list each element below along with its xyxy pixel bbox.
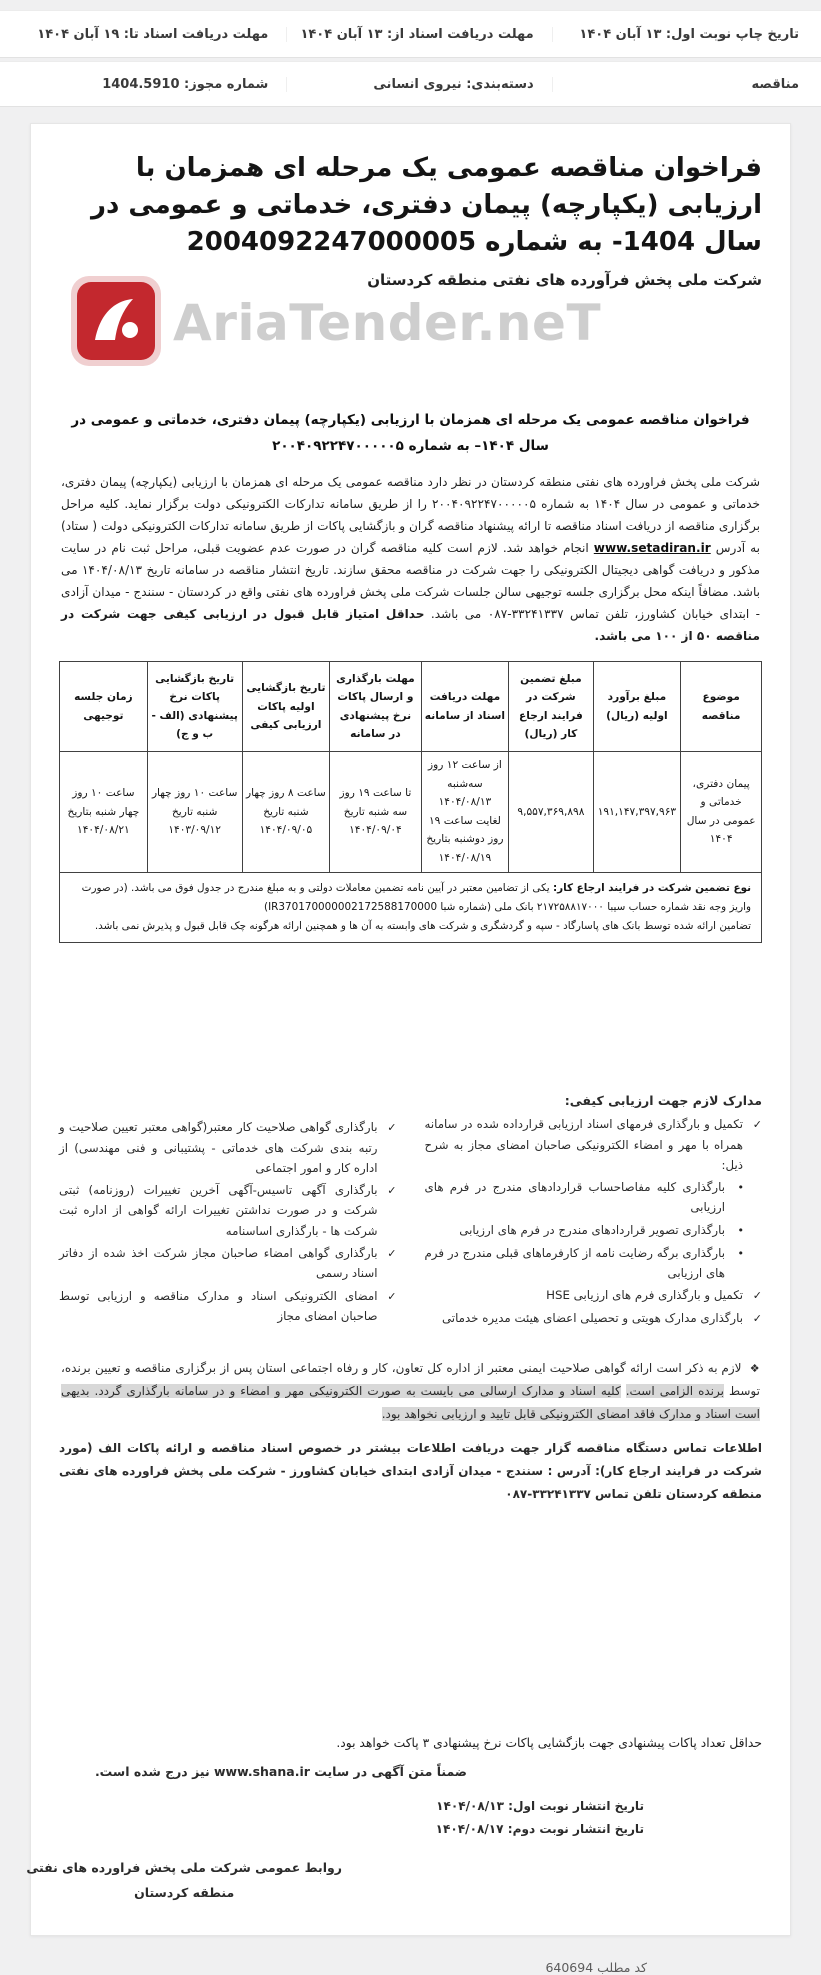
cell-doc-deadline: از ساعت ۱۲ روز سه‌شنبه ۱۴۰۴/۰۸/۱۳ لغایت ساعت ۱۹ روز دوشنبه بتاریخ ۱۴۰۴/۰۸/۱۹ xyxy=(421,752,509,872)
print-date-first: تاریخ چاپ نوبت اول: ۱۳ آبان ۱۴۰۴ xyxy=(579,26,799,42)
quality-docs-left-column xyxy=(59,1117,397,1328)
list-item xyxy=(59,1180,397,1241)
cell-upload-deadline: تا ساعت ۱۹ روز سه شنبه تاریخ ۱۴۰۴/۰۹/۰۴ xyxy=(330,752,421,872)
guarantee-note-lead: نوع تضمین شرکت در فرایند ارجاع کار: xyxy=(552,881,751,894)
cell-subject: پیمان دفتری، خدماتی و عمومی در سال ۱۴۰۴ xyxy=(681,752,762,872)
quality-docs-right-column xyxy=(425,1093,763,1331)
min-envelopes-note: حداقل تعداد پاکات پیشنهادی جهت بازگشایی پاکات نرخ پیشنهادی ۳ پاکت خواهد بود. xyxy=(336,1735,762,1750)
guarantee-note-cell xyxy=(60,872,762,943)
list-item xyxy=(59,1286,397,1327)
col-doc-deadline: مهلت دریافت اسناد از سامانه xyxy=(421,662,509,752)
shana-note-prefix: ضمناً متن آگهی در سایت xyxy=(309,1763,467,1779)
list-item xyxy=(59,1243,397,1284)
diamond-icon: ❖ xyxy=(749,1361,760,1375)
list-item xyxy=(425,1177,763,1218)
list-item-text: امضای الکترونیکی اسناد و مدارک مناقصه و ارزیابی توسط صاحبان امضای مجاز xyxy=(59,1288,378,1323)
tender-table xyxy=(59,661,762,943)
col-upload-deadline: مهلت بارگذاری و ارسال پاکات نرخ پیشنهادی در سامانه xyxy=(330,662,421,752)
list-item-text: بارگذاری گواهی امضاء صاحبان مجاز شرکت اخذ شده از دفاتر اسناد رسمی xyxy=(59,1245,378,1281)
docs-deadline-from: مهلت دریافت اسناد از: ۱۳ آبان ۱۴۰۴ xyxy=(287,27,552,42)
license-number: شماره مجوز: 1404.5910 xyxy=(22,77,287,92)
check-icon: ✓ xyxy=(752,1289,762,1303)
safety-note-text: لازم به ذکر است ارائه گواهی صلاحیت ایمنی معتبر از اداره کل تعاون، کار و رفاه اجتماعی استان پس از برگزاری مناقصه و تعیین برنده، توسط xyxy=(61,1360,760,1398)
contact-info: اطلاعات تماس دستگاه مناقصه گزار جهت دریافت اطلاعات بیشتر در خصوص اسناد مناقصه و ارائه پاکات الف (مورد شرکت در فرایند ارجاع کار): آدرس : سنندج - میدان آزادی ابتدای خیابان کشاورز - شرکت ملی پخش فراورده های نفتی منطقه کردستان تلفن تماس ۳۳۲۴۱۳۳۷-۰۸۷ xyxy=(59,1441,762,1502)
list-item xyxy=(59,1117,397,1178)
col-guarantee: مبلغ تضمین شرکت در فرایند ارجاع کار (ریال) xyxy=(509,662,593,752)
table-header-row xyxy=(60,662,762,752)
cell-briefing-time: ساعت ۱۰ روز چهار شنبه بتاریخ ۱۴۰۴/۰۸/۲۱ xyxy=(60,752,148,872)
intro-text-1: شرکت ملی پخش فراورده های نفتی منطقه کردستان در نظر دارد مناقصه عمومی یک مرحله ای همزمان با ارزیابی (یکپارچه) پیمان دفتری، خدماتی و عمومی در سال ۱۴۰۴ به شماره ۲۰۰۴۰۹۲۲۴۷۰۰۰۰۰۵ را از طریق سامانه تدارکات الکترونیکی دولت برگزار نماید. کلیه مراحل برگزاری مناقصه از دریافت اسناد مناقصه تا ارائه پیشنهاد مناقصه گران و بازگشایی پاکات از طریق سامانه تدارکات الکترونیکی دولت ( ستاد) به آدرس xyxy=(61,475,761,556)
table-note-row xyxy=(60,872,762,943)
esign-note: کلیه اسناد و مدارک ارسالی می بایست به صورت الکترونیکی مهر و امضاء و در سامانه بارگذاری گردد. بدیهی است اسناد و مدارک فاقد امضای الکترونیکی قابل تایید و ارزیابی نخواهد بود. xyxy=(61,1383,760,1421)
bullet-icon: • xyxy=(737,1246,744,1260)
guarantee-note-line1 xyxy=(70,879,751,918)
tender-card xyxy=(26,123,791,1936)
ariatender-logo-icon xyxy=(69,274,163,372)
list-item xyxy=(425,1285,763,1306)
check-icon: ✓ xyxy=(752,1312,762,1326)
publication-date-second: تاریخ انتشار نوبت دوم: ۱۴۰۴/۰۸/۱۷ xyxy=(435,1821,644,1836)
list-item-text: بارگذاری مدارک هویتی و تحصیلی اعضای هیئت مدیره خدماتی xyxy=(441,1311,743,1326)
col-briefing-time: زمان جلسه توجیهی xyxy=(60,662,148,752)
list-item xyxy=(425,1243,763,1284)
watermark-text: AriaTender.neT xyxy=(173,293,602,352)
shana-note xyxy=(59,1764,467,1779)
list-item-text: بارگذاری آگهی تاسیس-آگهی آخرین تغییرات (روزنامه) ثبتی شرکت و در صورت نداشتن تغییرات ارائه گواهی از اداره ثبت شرکت ها - بارگذاری اساسنامه xyxy=(59,1183,378,1238)
document-heading: فراخوان مناقصه عمومی یک مرحله ای همزمان با ارزیابی (یکپارچه) پیمان دفتری، خدماتی و عمومی در سال ۱۴۰۴– به شماره ۲۰۰۴۰۹۲۲۴۷۰۰۰۰۰۵ xyxy=(71,411,750,455)
quality-docs-title: مدارک لازم جهت ارزیابی کیفی: xyxy=(564,1093,762,1109)
meta-row-dates xyxy=(0,10,821,58)
page-title: فراخوان مناقصه عمومی یک مرحله ای همزمان با ارزیابی (یکپارچه) پیمان دفتری، خدماتی و عمومی در سال 1404- به شماره 2004092247000005 xyxy=(91,153,762,257)
cell-quality-opening: ساعت ۸ روز چهار شنبه تاریخ ۱۴۰۴/۰۹/۰۵ xyxy=(242,752,330,872)
list-item-text: بارگذاری تصویر قراردادهای مندرج در فرم های ارزیابی xyxy=(459,1222,725,1237)
list-item-text: تکمیل و بارگذاری فرمهای اسناد ارزیابی قرارداده شده در سامانه همراه با مهر و امضاء الکترونیکی صاحبان امضای مجاز به شرح ذیل: xyxy=(424,1117,743,1172)
signature-block xyxy=(26,1855,342,1905)
guarantee-note-line2: تضامین ارائه شده توسط بانک های پاسارگاد - سپه و گردشگری و شرکت های وابسته به آن ها و همچنین ارائه هرگونه چک قابل قبول و پذیرش نمی باشد. xyxy=(94,920,751,933)
guarantee-note-text: یکی از تضامین معتبر در آیین نامه تضمین معاملات دولتی و به مبلغ مندرج در جدول فوق می باشد. (در صورت واریز وجه نقد شماره حساب سیبا ۲۱۷۲۵۸۸۱۷۰۰۰ بانک ملی (شماره شبا IR370170000002172588170000) xyxy=(81,881,751,913)
check-icon: ✓ xyxy=(387,1121,397,1135)
publication-date-first: تاریخ انتشار نوبت اول: ۱۴۰۴/۰۸/۱۳ xyxy=(436,1798,644,1813)
intro-text-2: انجام خواهد شد. لازم است کلیه مناقصه گران در صورت عدم عضویت قبلی، مراحل ثبت نام در سایت مذکور و دریافت گواهی دیجیتال الکترونیکی را جهت شرکت در مناقصه محقق سازند. تاریخ انتشار مناقصه در سامانه تاریخ ۱۴۰۴/۰۸/۱۳ می باشد. مضافاً اینکه محل برگزاری جلسه توجیهی سالن جلسات شرکت ملی پخش فراورده های نفتی واقع در کردستان - سنندج - میدان آزادی - ابتدای خیابان کشاورز، تلفن تماس ۳۳۲۴۱۳۳۷-۰۸۷ می باشد. xyxy=(61,541,760,622)
meta-bar xyxy=(0,0,821,107)
table-row xyxy=(60,752,762,872)
list-item-text: بارگذاری برگه رضایت نامه از کارفرماهای قبلی مندرج در فرم های ارزیابی xyxy=(424,1245,725,1280)
intro-paragraph xyxy=(61,471,760,647)
cell-guarantee: ۹,۵۵۷,۳۶۹,۸۹۸ xyxy=(509,752,593,872)
list-item xyxy=(425,1308,763,1329)
safety-note-highlight: برنده الزامی است. xyxy=(625,1383,724,1398)
signature-line1: روابط عمومی شرکت ملی پخش فراورده های نفتی xyxy=(26,1859,342,1875)
safety-certificate-note xyxy=(61,1357,760,1425)
article-code: کد مطلب 640694 xyxy=(545,1959,647,1975)
signature-line2: منطقه کردستان xyxy=(134,1884,235,1900)
check-icon: ✓ xyxy=(387,1184,397,1198)
publication-dates xyxy=(59,1795,644,1841)
list-item xyxy=(425,1220,763,1241)
meta-row-category xyxy=(0,61,821,107)
list-item-text: بارگذاری گواهی صلاحیت کار معتبر(گواهی معتبر تعیین صلاحیت و رتبه بندی شرکت های خدماتی - پشتیبانی و فنی مهندسی) از اداره کار و امور اجتماعی xyxy=(59,1120,378,1175)
col-price-opening: تاریخ بازگشایی پاکات نرخ پیشنهادی (الف - ب و ج) xyxy=(147,662,242,752)
list-item-text: بارگذاری کلیه مفاصاحساب قراردادهای مندرج در فرم های ارزیابی xyxy=(424,1180,725,1215)
company-name: شرکت ملی پخش فرآورده های نفتی منطقه کردستان xyxy=(367,270,762,289)
list-item xyxy=(425,1114,763,1175)
col-estimate: مبلغ برآورد اولیه (ریال) xyxy=(593,662,681,752)
check-icon: ✓ xyxy=(752,1118,762,1132)
col-quality-opening: تاریخ بازگشایی اولیه پاکات ارزیابی کیفی xyxy=(242,662,330,752)
bullet-icon: • xyxy=(737,1181,744,1195)
col-subject: موضوع مناقصه xyxy=(681,662,762,752)
shana-link[interactable]: www.shana.ir xyxy=(214,1763,310,1779)
list-item-text: تکمیل و بارگذاری فرم های ارزیابی HSE xyxy=(546,1288,743,1303)
check-icon: ✓ xyxy=(387,1289,397,1303)
quality-docs-section xyxy=(59,1093,762,1331)
docs-deadline-until: مهلت دریافت اسناد تا: ۱۹ آبان ۱۴۰۴ xyxy=(22,27,287,42)
min-score-note: حداقل امتیاز قابل قبول در ارزیابی کیفی جهت شرکت در مناقصه ۵۰ از ۱۰۰ می باشد. xyxy=(61,607,760,644)
cell-price-opening: ساعت ۱۰ روز چهار شنبه تاریخ ۱۴۰۳/۰۹/۱۲ xyxy=(147,752,242,872)
shana-note-suffix: نیز درج شده است. xyxy=(94,1763,214,1779)
check-icon: ✓ xyxy=(387,1246,397,1260)
notice-type-badge: مناقصه xyxy=(751,76,799,92)
category-label: دسته‌بندی: نیروی انسانی xyxy=(287,77,552,92)
setadiran-link[interactable]: www.setadiran.ir xyxy=(593,541,711,556)
bullet-icon: • xyxy=(737,1223,744,1237)
cell-estimate: ۱۹۱,۱۴۷,۳۹۷,۹۶۳ xyxy=(593,752,681,872)
